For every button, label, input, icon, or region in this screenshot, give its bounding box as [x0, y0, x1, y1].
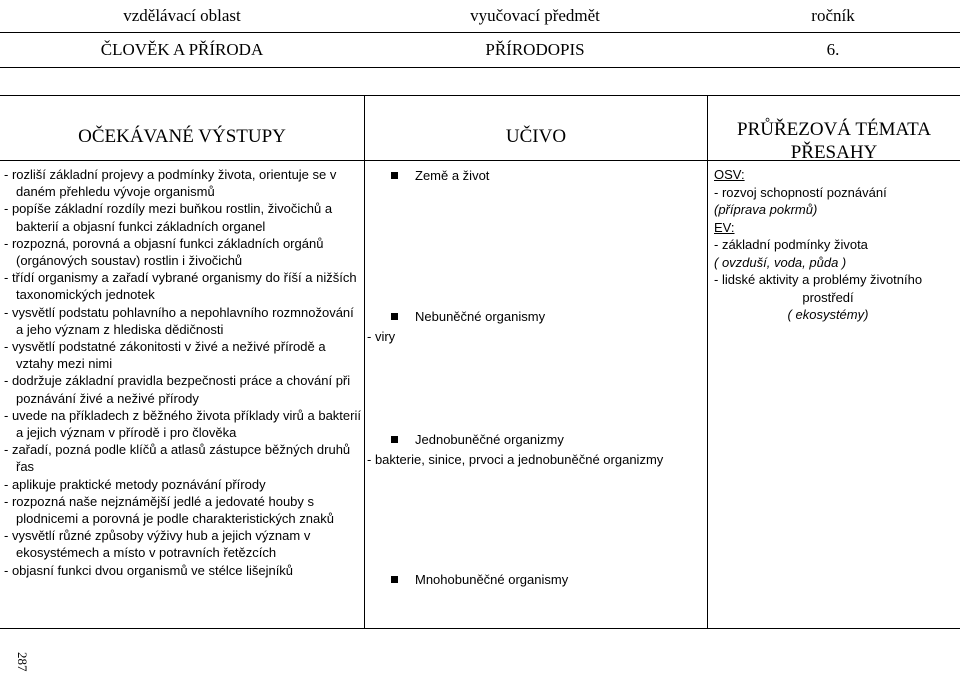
- page-number: 287: [15, 652, 30, 672]
- header-area-value: ČLOVĚK A PŘÍRODA: [0, 33, 364, 68]
- cross-topics-column: [708, 96, 960, 628]
- outcome-item: - vysvětlí různé způsoby výživy hub a jejich význam v ekosystémech a místo v potravních řetězcích: [4, 528, 311, 561]
- square-bullet-icon: [391, 172, 398, 179]
- header-area-label: vzdělávací oblast: [0, 0, 364, 33]
- ev-label: EV:: [714, 219, 735, 235]
- outcome-item: - rozpozná, porovná a objasní funkci základních orgánů (orgánových soustav) rostlin i živočichů: [4, 235, 324, 269]
- curriculum-table: [0, 95, 960, 629]
- topic-title: Jednobuněčné organizmy: [415, 432, 564, 447]
- outcome-item: - aplikuje praktické metody poznávání přírody: [4, 476, 266, 492]
- osv-note: (příprava pokrmů): [714, 202, 818, 217]
- topic-multicellular: [365, 572, 707, 590]
- divider: [0, 160, 364, 161]
- content-column: [365, 96, 708, 628]
- outcome-item: - dodržuje základní pravidla bezpečnosti práce a chování při poznávání živé a neživé přírody: [4, 373, 351, 406]
- ev-item: - lidské aktivity a problémy životního: [714, 272, 923, 287]
- square-bullet-icon: [391, 313, 398, 320]
- outcome-item: - objasní funkci dvou organismů ve stélce lišejníků: [4, 562, 294, 578]
- outcome-item: - rozliší základní projevy a podmínky života, orientuje se v daném přehledu vývoje organismů: [4, 167, 337, 200]
- outcome-item: - zařadí, pozná podle klíčů a atlasů zástupce běžných druhů řas: [4, 442, 351, 475]
- osv-label: OSV:: [714, 167, 745, 182]
- topic-title: Mnohobuněčné organismy: [415, 572, 569, 587]
- ev-item: - základní podmínky života: [714, 237, 868, 252]
- outcome-item: - popíše základní rozdíly mezi buňkou rostlin, živočichů a bakterií a objasní funkci základních organel: [4, 201, 333, 234]
- square-bullet-icon: [391, 576, 398, 583]
- header-grade-value: 6.: [706, 33, 960, 68]
- outcomes-list: [4, 166, 362, 579]
- outcome-item: - vysvětlí podstatu pohlavního a nepohlavního rozmnožování a jeho význam z hlediska dědičnosti: [4, 304, 354, 337]
- topic-earth-and-life: [365, 168, 707, 186]
- header-grade-label: ročník: [706, 0, 960, 33]
- header-subject-label: vyučovací předmět: [364, 0, 706, 33]
- divider: [708, 160, 960, 161]
- cross-topics-title: PRŮŘEZOVÁ TÉMATA PŘESAHY: [737, 119, 931, 163]
- outcome-item: - rozpozná naše nejznámější jedlé a jedovaté houby s plodnicemi a porovná je podle charakteristických znaků: [4, 493, 334, 527]
- topic-subitem: - viry: [367, 329, 396, 344]
- topic-noncellular: [365, 309, 707, 344]
- header-table: [0, 0, 960, 68]
- topic-unicellular: [365, 432, 707, 467]
- ev-note: ( ovzduší, voda, půda ): [714, 254, 847, 270]
- topic-title: Země a život: [415, 168, 490, 183]
- outcomes-title: OČEKÁVANÉ VÝSTUPY: [78, 126, 286, 147]
- outcome-item: - uvede na příkladech z běžného života příklady virů a bakterií a jejich význam v přírodě i pro člověka: [4, 407, 361, 441]
- topic-title: Nebuněčné organismy: [415, 309, 546, 324]
- ev-item-continued: prostředí: [802, 289, 854, 305]
- cross-topics: [714, 166, 958, 324]
- osv-item: - rozvoj schopností poznávání: [714, 184, 887, 200]
- square-bullet-icon: [391, 436, 398, 443]
- topic-subitem: - bakterie, sinice, prvoci a jednobuněčné organizmy: [367, 452, 664, 467]
- divider: [365, 160, 707, 161]
- outcome-item: - vysvětlí podstatné zákonitosti v živé a neživé přírodě a vztahy mezi nimi: [4, 339, 326, 372]
- header-subject-value: PŘÍRODOPIS: [364, 33, 706, 68]
- ev-note: ( ekosystémy): [787, 307, 869, 322]
- content-title: UČIVO: [505, 126, 567, 147]
- outcomes-column: [0, 96, 365, 628]
- outcome-item: - třídí organismy a zařadí vybrané organismy do říší a nižších taxonomických jednotek: [4, 270, 357, 303]
